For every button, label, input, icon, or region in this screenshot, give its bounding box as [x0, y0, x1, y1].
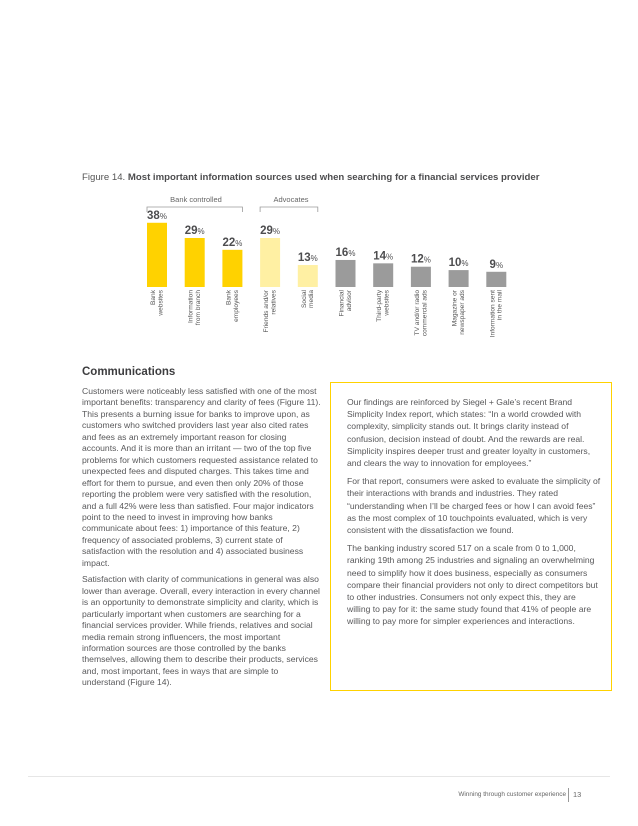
- callout-box: [330, 382, 612, 691]
- bar-value-label: 14%: [373, 250, 394, 263]
- bar-value-label: 12%: [410, 253, 431, 266]
- bar-value-label: 29%: [184, 224, 205, 237]
- left-column: [82, 386, 322, 694]
- group-label: Advocates: [273, 195, 309, 204]
- bar: [373, 263, 393, 287]
- category-label: Magazine ornewspaper ads: [451, 290, 466, 335]
- bar-value-label: 22%: [222, 236, 243, 249]
- body-paragraph: Customers were noticeably less satisfied with one of the most important benefits: transparency and clarity of fees (Figure 11). This presents a burning issue for banks to improve upon, as customers who switched providers last year also cited rates and fees as an extremely important reason for closing accounts. And it is more than an irritant — two of the top five problems for which customers requested assistance related to unexpected fees and disputed charges. This takes time and effort for them to pursue, and even then only 20% of those reporting the problem were very satisfied with the resolution, and a full 42% were less than satisfied. Four major indicators point to the need to invest in improving how banks communicate about fees: 1) importance of this feature, 2) frequency of associated problems, 3) current state of satisfaction with the resolution and 4) associated business impact.: [82, 386, 321, 568]
- page-number: 13: [573, 790, 582, 799]
- bar: [260, 238, 280, 287]
- bar: [298, 265, 318, 287]
- bar: [336, 260, 356, 287]
- category-label: Bankemployees: [225, 290, 240, 322]
- bar: [411, 267, 431, 287]
- bar: [449, 270, 469, 287]
- bar-chart: [0, 188, 638, 360]
- bar-value-label: 10%: [448, 257, 469, 270]
- callout-paragraph: The banking industry scored 517 on a scale from 0 to 1,000, ranking 19th among 25 industries and signaling an overwhelming need to simplify how it does business, especially as consumers compare their financial providers not only to direct competitors but to other industries. Consumers not only expect this, they are willing to pay for it: the same study found that 41% of people are willing to pay more for simpler experiences and interactions.: [347, 543, 598, 627]
- category-label: TV and/or radiocommercial ads: [413, 290, 429, 337]
- category-label: Informationfrom branch: [187, 290, 203, 326]
- footer-separator: [568, 788, 569, 802]
- body-paragraph: Satisfaction with clarity of communications in general was also lower than average. Overall, every interaction in every channel is an opportunity to demonstrate simplicity and clarity, which is particularly important when customers are searching for a financial services provider. While friends, relatives and social media remain strong influencers, the most important information sources are those controlled by the banks themselves, allowing them to describe their products, services and, most important, fees in ways that are simple to understand (Figure 14).: [82, 574, 320, 688]
- footer-title: Winning through customer experience: [458, 791, 566, 798]
- bar: [486, 272, 506, 287]
- figure-title: Most important information sources used when searching for a financial services provider: [127, 172, 540, 183]
- category-label: Bankwebsites: [150, 290, 165, 316]
- bar: [185, 238, 205, 287]
- bar: [222, 250, 242, 287]
- category-label: Third-partywebsites: [376, 290, 391, 322]
- group-label: Bank controlled: [170, 195, 222, 204]
- footer-divider: [28, 776, 610, 777]
- category-label: Financialadvisor: [338, 290, 353, 317]
- group-bracket: [260, 207, 318, 212]
- bar-value-label: 9%: [489, 258, 504, 271]
- category-label: Information sentin the mail: [489, 290, 504, 338]
- category-label: Socialmedia: [300, 290, 316, 308]
- callout-paragraph: Our findings are reinforced by Siegel + Gale’s recent Brand Simplicity Index report, which states: “In a world crowded with complexity, simplicity stands out. It brings clarity instead of confusion, decision instead of doubt. And the rewards are real. Simplicity inspires deeper trust and greater loyalty in customers, and clears the way to innovation for employees.”: [347, 397, 591, 469]
- category-label: Friends and/orrelatives: [263, 290, 278, 333]
- figure-label: Figure 14.: [82, 172, 126, 183]
- bar-value-label: 29%: [260, 224, 281, 237]
- section-title: Communications: [82, 366, 176, 378]
- callout-paragraph: For that report, consumers were asked to evaluate the simplicity of their interactions with brands and industries. They rated “understanding when I’ll be charged fees or how I can avoid fees” as the most complex of 10 touchpoints evaluated, which is very consistent with the dissatisfaction we found.: [347, 476, 601, 536]
- bar-value-label: 13%: [297, 252, 318, 265]
- bar: [147, 223, 167, 287]
- bar-value-label: 16%: [335, 246, 356, 259]
- figure-caption: [82, 172, 622, 183]
- bar-value-label: 38%: [147, 209, 167, 222]
